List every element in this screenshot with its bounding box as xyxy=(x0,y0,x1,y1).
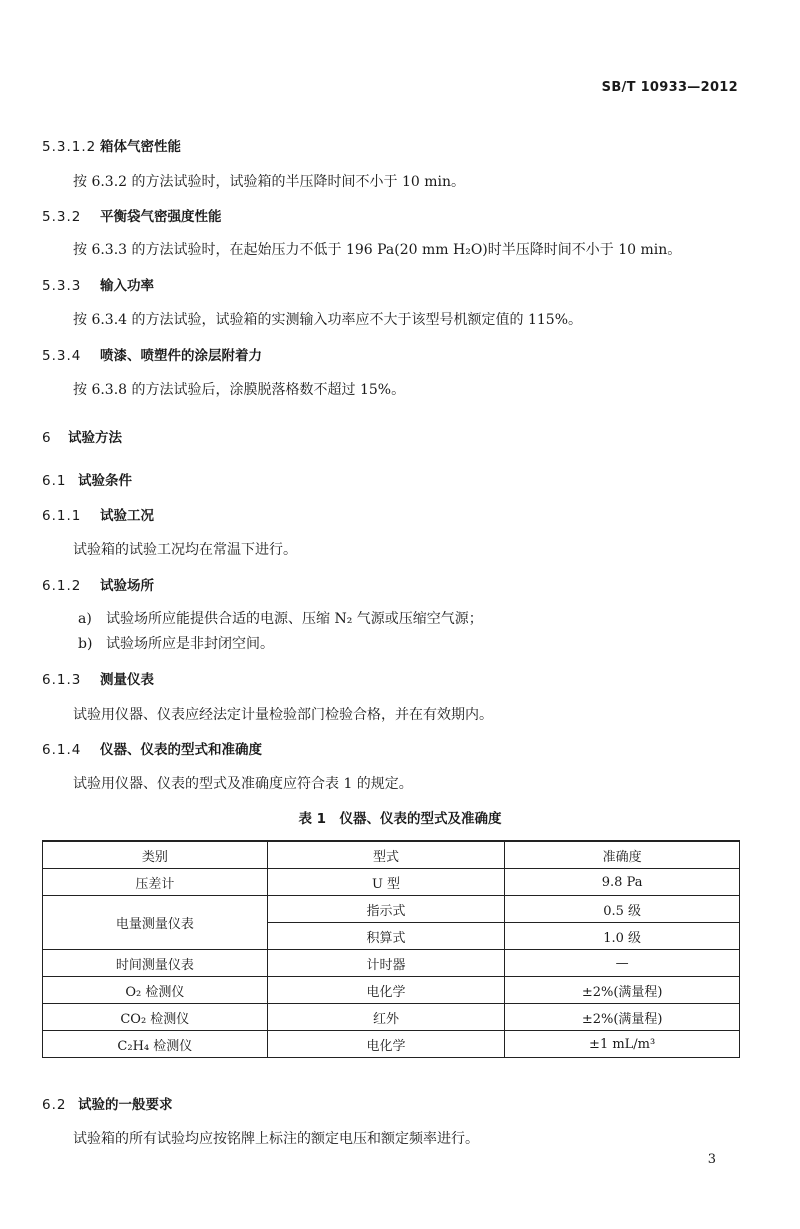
section-title: 试验场所 xyxy=(100,578,154,594)
section-number: 6.1.4 xyxy=(42,742,82,758)
paragraph-6-1-1: 试验箱的试验工况均在常温下进行。 xyxy=(73,542,297,558)
section-title: 试验条件 xyxy=(78,473,132,489)
column-header: 类别 xyxy=(43,841,268,869)
list-marker: a) xyxy=(78,611,92,627)
section-number: 6.1.3 xyxy=(42,672,82,688)
heading-6-1-4 xyxy=(42,738,262,758)
section-number: 6.1 xyxy=(42,473,67,489)
section-title: 输入功率 xyxy=(100,278,154,294)
heading-5-3-4 xyxy=(42,344,262,364)
section-title: 平衡袋气密强度性能 xyxy=(100,209,222,225)
table-cell: 1.0 级 xyxy=(505,923,740,950)
section-number: 5.3.3 xyxy=(42,278,82,294)
heading-6-1 xyxy=(42,469,132,489)
table-cell: 电化学 xyxy=(267,977,505,1004)
section-title: 试验方法 xyxy=(68,430,122,446)
section-number: 6.2 xyxy=(42,1097,67,1113)
table-cell: 0.5 级 xyxy=(505,896,740,923)
table-row xyxy=(43,1004,740,1031)
list-item xyxy=(78,633,274,653)
section-number: 6.1.2 xyxy=(42,578,82,594)
table-cell: O₂ 检测仪 xyxy=(43,977,268,1004)
section-title: 试验工况 xyxy=(100,508,154,524)
table-cell: 红外 xyxy=(267,1004,505,1031)
table-cell: 电化学 xyxy=(267,1031,505,1058)
table-cell: U 型 xyxy=(267,869,505,896)
table-row xyxy=(43,977,740,1004)
list-text: 试验场所应能提供合适的电源、压缩 N₂ 气源或压缩空气源； xyxy=(106,611,483,627)
column-header: 准确度 xyxy=(505,841,740,869)
paragraph-6-1-4: 试验用仪器、仪表的型式及准确度应符合表 1 的规定。 xyxy=(73,776,413,792)
table-cell: 积算式 xyxy=(267,923,505,950)
heading-6-1-2 xyxy=(42,574,154,594)
section-number: 5.3.1.2 xyxy=(42,139,97,155)
heading-6 xyxy=(42,426,122,446)
paragraph-5-3-1-2: 按 6.3.2 的方法试验时，试验箱的半压降时间不小于 10 min。 xyxy=(73,174,466,190)
table-cell: 9.8 Pa xyxy=(505,869,740,896)
table-row xyxy=(43,896,740,923)
paragraph-6-2: 试验箱的所有试验均应按铭牌上标注的额定电压和额定频率进行。 xyxy=(73,1131,479,1147)
table-cell: 时间测量仪表 xyxy=(43,950,268,977)
heading-6-2 xyxy=(42,1093,173,1113)
heading-6-1-3 xyxy=(42,668,154,688)
list-item xyxy=(78,608,483,628)
section-number: 5.3.2 xyxy=(42,209,82,225)
table-header-row xyxy=(43,841,740,869)
table-cell: ±2%(满量程) xyxy=(505,1004,740,1031)
section-title: 仪器、仪表的型式和准确度 xyxy=(100,742,262,758)
table-row xyxy=(43,869,740,896)
table-cell: — xyxy=(505,950,740,977)
table-cell: CO₂ 检测仪 xyxy=(43,1004,268,1031)
table-row xyxy=(43,950,740,977)
paragraph-5-3-3: 按 6.3.4 的方法试验，试验箱的实测输入功率应不大于该型号机额定值的 115%。 xyxy=(73,312,582,328)
section-number: 5.3.4 xyxy=(42,348,82,364)
table-cell: 指示式 xyxy=(267,896,505,923)
table-cell: ±1 mL/m³ xyxy=(505,1031,740,1058)
table-cell: 电量测量仪表 xyxy=(43,896,268,950)
section-number: 6 xyxy=(42,430,51,446)
section-title: 箱体气密性能 xyxy=(100,139,181,155)
table-row xyxy=(43,1031,740,1058)
table-cell: 压差计 xyxy=(43,869,268,896)
document-code: SB/T 10933—2012 xyxy=(601,80,738,95)
section-number: 6.1.1 xyxy=(42,508,82,524)
spec-table xyxy=(42,840,740,1058)
table-cell: ±2%(满量程) xyxy=(505,977,740,1004)
section-title: 试验的一般要求 xyxy=(78,1097,173,1113)
table-cell: C₂H₄ 检测仪 xyxy=(43,1031,268,1058)
section-title: 测量仪表 xyxy=(100,672,154,688)
column-header: 型式 xyxy=(267,841,505,869)
section-title: 喷漆、喷塑件的涂层附着力 xyxy=(100,348,262,364)
table-caption: 表 1 仪器、仪表的型式及准确度 xyxy=(298,811,502,827)
heading-5-3-3 xyxy=(42,274,154,294)
page-number: 3 xyxy=(707,1152,716,1167)
paragraph-5-3-2: 按 6.3.3 的方法试验时，在起始压力不低于 196 Pa(20 mm H₂O)时半压降时间不小于 10 min。 xyxy=(73,242,682,258)
list-marker: b) xyxy=(78,636,93,652)
list-text: 试验场所应是非封闭空间。 xyxy=(106,636,274,652)
paragraph-6-1-3: 试验用仪器、仪表应经法定计量检验部门检验合格，并在有效期内。 xyxy=(73,707,493,723)
paragraph-5-3-4: 按 6.3.8 的方法试验后，涂膜脱落格数不超过 15%。 xyxy=(73,382,406,398)
table-cell: 计时器 xyxy=(267,950,505,977)
heading-5-3-2 xyxy=(42,205,222,225)
heading-6-1-1 xyxy=(42,504,154,524)
heading-5-3-1-2 xyxy=(42,135,181,155)
